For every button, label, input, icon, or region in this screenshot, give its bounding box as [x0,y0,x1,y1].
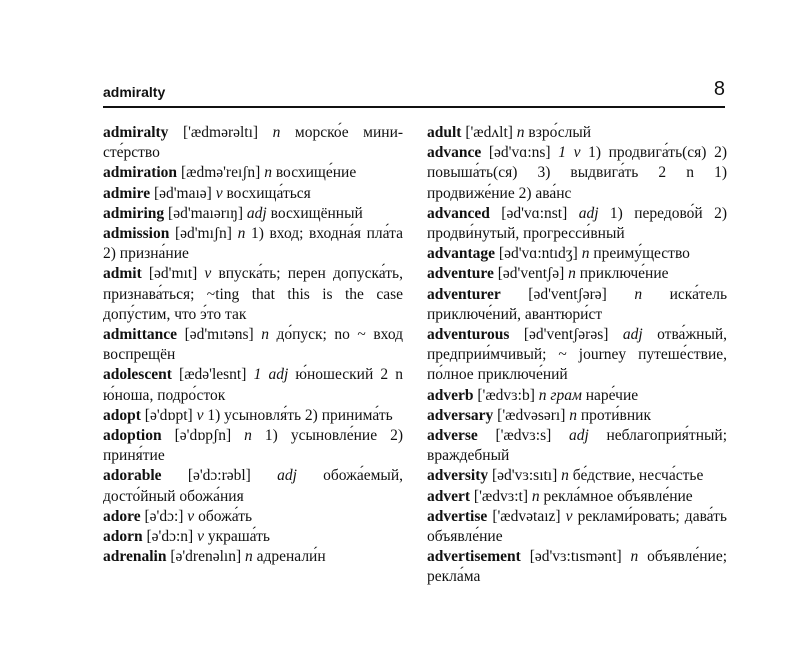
transcription: [ædmə'reıʃn] [180,164,261,182]
transcription: [əd'mıʃn] [174,225,232,243]
headword: adoption [103,427,162,445]
dictionary-column-left [103,123,403,567]
dictionary-column-right [427,123,727,588]
headword: advanced [427,204,490,222]
definition: обожа́ть [198,507,253,525]
transcription: ['ædvɜ:t] [473,487,528,505]
dictionary-entry [103,224,403,264]
dictionary-entry [427,406,727,426]
dictionary-entry [427,487,727,507]
headword: advantage [427,245,496,263]
part-of-speech: v [215,184,223,202]
dictionary-entry [427,204,727,244]
headword: admit [103,265,142,283]
dictionary-entry [103,406,403,426]
definition: ю́ношеский 2 n ю́ноша, подро́сток [103,366,404,404]
definition: реклами́ровать; дава́ть объявле́ние [427,507,728,546]
dictionary-entry [103,507,403,527]
definition: восхищённый [270,204,363,222]
part-of-speech: n грам [538,386,582,404]
transcription: ['ædvɜ:b] [477,386,535,404]
transcription: [əd'vɑ:ns] [488,144,551,162]
part-of-speech: n [634,285,643,303]
part-of-speech: n [630,548,639,566]
part-of-speech: adj [246,204,267,222]
dictionary-entry [427,507,727,547]
transcription: [əd'vɜ:sıtı] [492,467,558,485]
definition: до́пуск; no ~ вход воспрещён [103,326,404,364]
definition: 1) усыновле́ние 2) приня́тие [103,427,404,465]
definition: объявле́ние; рекла́ма [427,548,728,586]
dictionary-entry [103,527,403,547]
headword: adore [103,507,141,525]
dictionary-entry [103,204,403,224]
headword: advertisement [427,548,521,566]
definition: рекла́мное объявле́ние [543,487,693,505]
definition: наре́чие [585,386,639,404]
transcription: ['ædvɜ:s] [495,427,552,445]
header-rule [103,106,725,108]
headword: admiring [103,204,165,222]
part-of-speech: 1 adj [253,366,289,384]
definition: иска́тель приключе́ний, авантюри́ст [427,285,728,323]
headword: adorable [103,467,162,485]
headword: adversary [427,406,494,424]
definition: приключе́ние [579,265,669,283]
transcription: [əd'maıərıŋ] [168,204,244,222]
headword: adventure [427,265,494,283]
part-of-speech: n [244,427,252,445]
dictionary-entry [103,365,403,405]
part-of-speech: n [569,406,578,424]
transcription: ['ædʌlt] [465,124,513,141]
part-of-speech: adj [568,427,589,445]
dictionary-entry [427,285,727,325]
headword: adolescent [103,366,172,384]
definition: украша́ть [207,528,270,546]
part-of-speech: n [531,487,540,505]
part-of-speech: n [237,225,246,243]
transcription: ['ædvəsərı] [497,406,566,424]
definition: обожа́емый, досто́йный обожа́ния [103,467,404,505]
transcription: [əd'vɜ:tısmənt] [529,548,622,566]
dictionary-entry [103,264,403,325]
definition: адренали́н [256,548,326,566]
dictionary-entry [103,163,403,183]
dictionary-entry [427,244,727,264]
page-header [103,78,725,110]
dictionary-entry [103,325,403,365]
part-of-speech: adj [622,326,643,344]
dictionary-entry [427,325,727,386]
dictionary-entry [103,426,403,466]
definition: впуска́ть; перен допуска́ть, признава́ться; ~ting that this is the case допу́стим, что э́то так [103,265,403,323]
dictionary-entry [103,184,403,204]
transcription: [əd'ventʃə] [497,265,565,283]
headword: adventurer [427,285,501,303]
headword: advance [427,144,482,162]
transcription: [ə'dɔ:n] [146,528,194,546]
definition: 1) продвига́ть(ся) 2) повыша́ть(ся) 3) выдвига́ть 2 n 1) продвиже́ние 2) ава́нс [427,144,727,202]
dictionary-entry [427,143,727,204]
transcription: ['ædmərəltı] [182,124,259,141]
dictionary-entry [103,547,403,567]
part-of-speech: adj [277,467,297,485]
headword: advert [427,487,471,505]
transcription: [ædə'lesnt] [179,366,247,384]
part-of-speech: n [261,326,269,344]
dictionary-entry [427,264,727,284]
transcription: [ə'drenəlın] [170,548,242,566]
transcription: [əd'vɑ:nst] [501,204,568,222]
definition: взро́слый [528,124,592,141]
headword: adult [427,124,462,141]
headword: admire [103,184,151,202]
dictionary-entry [427,426,727,466]
headword: advertise [427,507,488,525]
transcription: [ə'dɒpt] [144,406,193,424]
part-of-speech: v [187,507,195,525]
part-of-speech: v [204,265,212,283]
part-of-speech: n [561,467,569,485]
transcription: [əd'mıtəns] [184,326,254,344]
headword: adventurous [427,326,510,344]
transcription: [əd'maıə] [153,184,212,202]
dictionary-entry [427,466,727,486]
headword: admiration [103,164,178,182]
dictionary-entry [103,123,403,163]
headword: adrenalin [103,548,167,566]
part-of-speech: n [272,124,281,141]
part-of-speech: v [196,406,204,424]
definition: проти́вник [580,406,651,424]
part-of-speech: adj [578,204,599,222]
transcription: [əd'vɑ:ntıdʒ] [498,245,578,263]
part-of-speech: v [197,528,204,546]
dictionary-entry [427,547,727,587]
definition: восхище́ние [275,164,357,182]
transcription: [əd'ventʃərəs] [523,326,609,344]
headword: admiralty [103,124,169,141]
dictionary-entry [103,466,403,506]
definition: восхища́ться [226,184,311,202]
definition: 1) передово́й 2) продви́нутый, прогресси́вный [427,204,728,243]
definition: 1) усыновля́ть 2) принима́ть [207,406,393,424]
definition: отва́жный, предприи́мчивый; ~ journey путеше́ствие, по́лное приключе́ний [427,326,728,384]
transcription: ['ædvətaız] [492,507,561,525]
dictionary-entry [427,386,727,406]
dictionary-entry [427,123,727,143]
transcription: [ə'dɔ:rəbl] [187,467,251,485]
definition: неблагоприя́тный; враждебный [427,427,728,465]
headword: admittance [103,326,178,344]
part-of-speech: n [516,124,525,141]
part-of-speech: n [581,245,590,263]
transcription: [əd'mıt] [148,265,198,283]
transcription: [əd'ventʃərə] [528,285,607,303]
definition: бе́дствие, несча́стье [572,467,704,485]
transcription: [ə'dɔ:] [144,507,184,525]
part-of-speech: n [264,164,272,182]
headword: adorn [103,528,143,546]
part-of-speech: v [565,507,573,525]
definition: морско́е мини-сте́рство [103,124,404,162]
transcription: [ə'dɒpʃn] [174,427,232,445]
headword: adverb [427,386,474,404]
part-of-speech: 1 v [558,144,581,162]
headword: adopt [103,406,141,424]
page-number: 8 [713,78,725,100]
definition: 1) вход; входна́я пла́та 2) призна́ние [103,225,403,263]
headword: admission [103,225,170,243]
part-of-speech: n [568,265,576,283]
headword: adverse [427,427,478,445]
definition: преиму́щество [593,245,690,263]
headword: adversity [427,467,489,485]
part-of-speech: n [244,548,253,566]
running-head: admiralty [103,84,166,100]
